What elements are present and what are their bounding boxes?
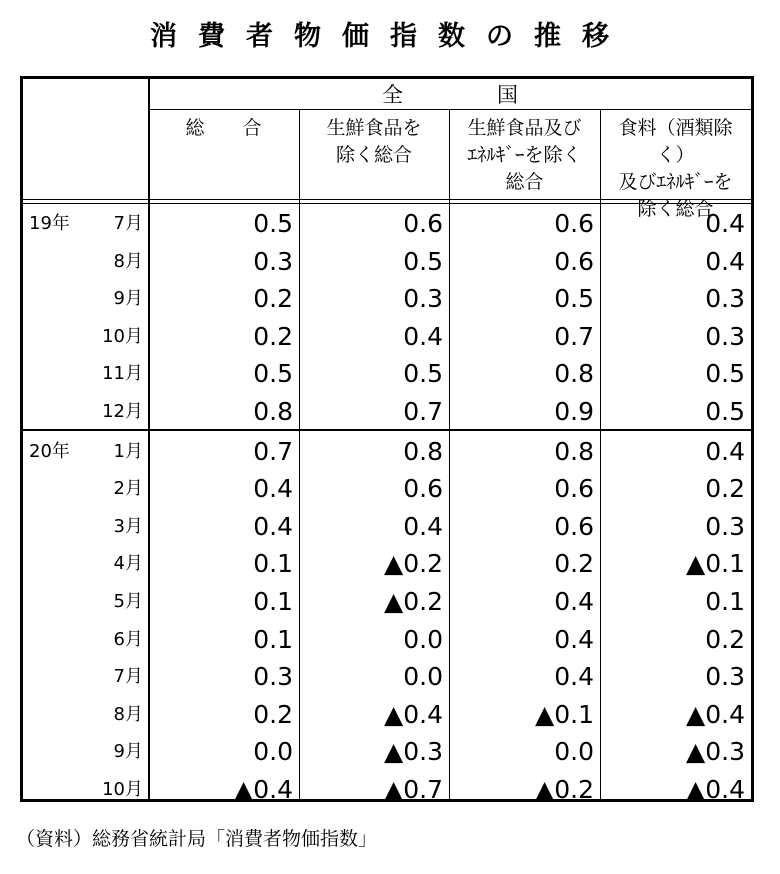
table-cell: ▲0.4 (686, 699, 745, 729)
column-header-1: 総 合 (185, 117, 262, 139)
row-year: 19年 (29, 213, 70, 234)
table-cell: 0.5 (705, 359, 745, 389)
table-cell: 0.5 (403, 246, 443, 276)
table-cell: 0.0 (403, 624, 443, 654)
table-cell: 0.2 (253, 321, 293, 351)
table-cell: ▲0.1 (686, 549, 745, 579)
table-cell: 0.7 (403, 397, 443, 426)
table-cell: 0.4 (705, 436, 745, 466)
table-cell: 0.8 (554, 359, 594, 389)
table-cell: ▲0.4 (686, 775, 745, 804)
table-cell: 0.6 (554, 246, 594, 276)
table-cell: ▲0.2 (384, 549, 443, 579)
table-cell: 0.4 (705, 209, 745, 238)
table-cell: 0.3 (705, 511, 745, 541)
row-month: 7月 (113, 213, 143, 234)
header-group-national: 全 国 (382, 83, 520, 107)
row-month: 10月 (102, 325, 143, 347)
table-cell: 0.5 (253, 209, 293, 238)
row-month: 2月 (113, 478, 143, 500)
table-cell: 0.5 (554, 284, 594, 314)
table-cell: 0.6 (403, 474, 443, 504)
table-cell: ▲0.3 (686, 737, 745, 767)
table-cell: 0.0 (253, 737, 293, 767)
table-cell: 0.3 (705, 284, 745, 314)
table-cell: 0.7 (253, 436, 293, 466)
table-cell: 0.4 (554, 662, 594, 692)
row-month: 12月 (102, 401, 143, 422)
table-cell: 0.6 (403, 209, 443, 238)
row-month: 5月 (113, 591, 143, 612)
table-cell: 0.3 (253, 662, 293, 692)
table-cell: 0.8 (403, 436, 443, 466)
table-cell: 0.3 (253, 246, 293, 276)
row-month: 11月 (102, 363, 143, 385)
table-cell: 0.3 (403, 284, 443, 314)
table-cell: 0.2 (554, 549, 594, 579)
row-month: 7月 (113, 666, 143, 688)
table-cell: 0.1 (253, 624, 293, 654)
row-month: 6月 (113, 628, 143, 650)
table-cell: ▲0.7 (384, 775, 443, 804)
column-header-2: 生鮮食品を 除く総合 (326, 117, 422, 166)
source-note: （資料）総務省統計局「消費者物価指数」 (16, 828, 378, 850)
table-cell: 0.2 (253, 699, 293, 729)
table-cell: 0.4 (554, 587, 594, 616)
table-cell: 0.3 (705, 662, 745, 692)
table-cell: ▲0.2 (535, 775, 594, 804)
table-cell: 0.3 (705, 321, 745, 351)
table-cell: 0.0 (554, 737, 594, 767)
table-cell: 0.2 (705, 624, 745, 654)
table-cell: 0.1 (705, 587, 745, 616)
table-cell: 0.4 (705, 246, 745, 276)
page-title: 消費者物価指数の推移 (150, 21, 630, 52)
table-cell: ▲0.1 (535, 699, 594, 729)
row-month: 4月 (113, 553, 143, 575)
row-month: 9月 (113, 741, 143, 763)
cpi-table (20, 76, 754, 802)
table-cell: 0.1 (253, 587, 293, 616)
group-header-divider (148, 109, 753, 110)
table-cell: 0.2 (705, 474, 745, 504)
row-month: 8月 (113, 250, 143, 272)
row-month: 8月 (113, 703, 143, 725)
row-month: 9月 (113, 288, 143, 310)
row-month: 10月 (102, 779, 143, 800)
table-cell: 0.5 (403, 359, 443, 389)
table-cell: 0.8 (554, 436, 594, 466)
table-cell: 0.7 (554, 321, 594, 351)
table-cell: 0.6 (554, 511, 594, 541)
table-cell: 0.4 (403, 321, 443, 351)
table-cell: 0.0 (403, 662, 443, 692)
table-cell: 0.8 (253, 397, 293, 426)
row-month: 3月 (113, 515, 143, 537)
table-cell: ▲0.4 (384, 699, 443, 729)
table-cell: ▲0.2 (384, 587, 443, 616)
table-cell: 0.6 (554, 209, 594, 238)
table-cell: 0.4 (253, 511, 293, 541)
table-cell: ▲0.3 (384, 737, 443, 767)
column-header-3: 生鮮食品及び ｴﾈﾙｷﾞｰを除く 総合 (467, 117, 582, 193)
table-cell: 0.4 (554, 624, 594, 654)
table-cell: 0.9 (554, 397, 594, 426)
column-header-4: 食料（酒類除く） 及びｴﾈﾙｷﾞｰを 除く総合 (618, 117, 733, 220)
table-cell: ▲0.4 (234, 775, 293, 804)
table-cell: 0.5 (705, 397, 745, 426)
table-cell: 0.4 (403, 511, 443, 541)
table-cell: 0.4 (253, 474, 293, 504)
row-year: 20年 (29, 440, 70, 462)
row-month: 1月 (113, 440, 143, 462)
table-cell: 0.5 (253, 359, 293, 389)
table-cell: 0.2 (253, 284, 293, 314)
table-cell: 0.1 (253, 549, 293, 579)
table-cell: 0.6 (554, 474, 594, 504)
